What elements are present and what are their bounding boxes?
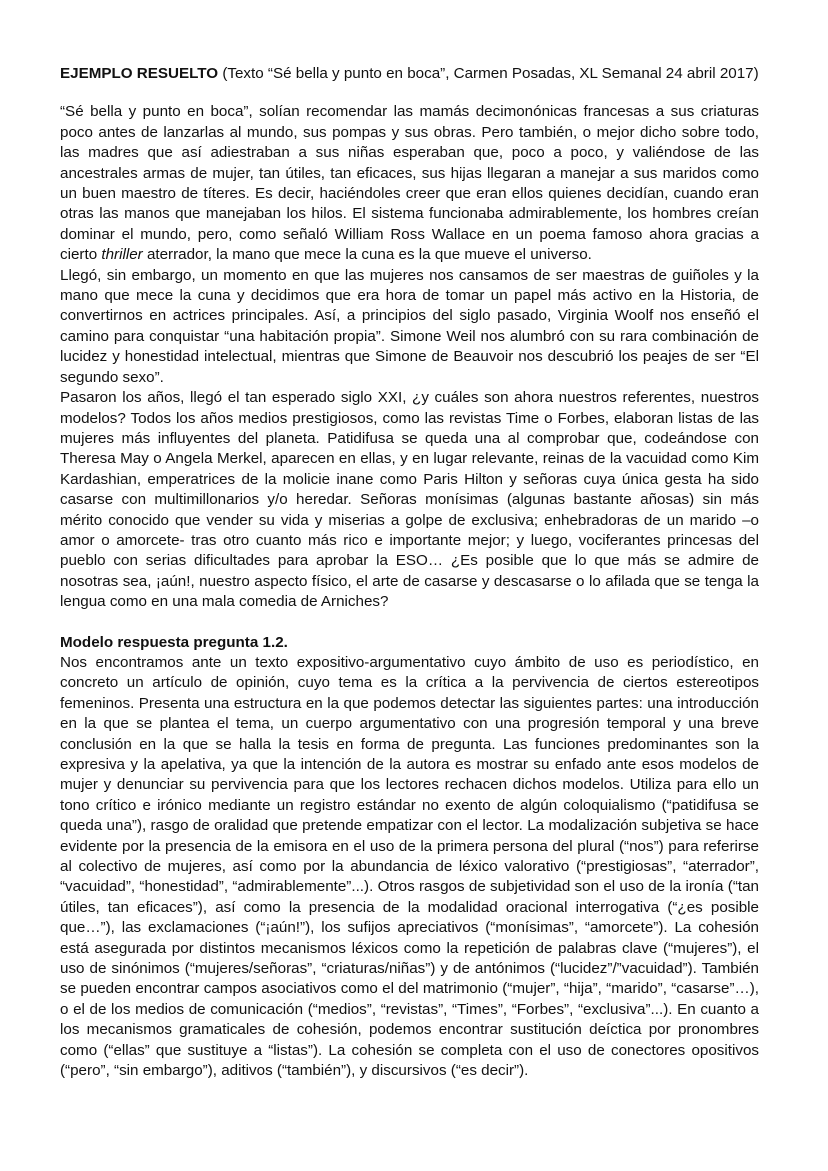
paragraph-text: aterrador, la mano que mece la cuna es la que mueve el universo. (142, 246, 592, 264)
document-heading (60, 64, 759, 84)
paragraph-text: “Sé bella y punto en boca”, solían recomendar las mamás decimonónicas francesas a sus criaturas poco antes de lanzarlas al mundo, sus pompas y sus obras. Pero también, o mejor dicho sobre todo, las madres que así adiestraban a sus niñas esperaban que, poco a poco, y valiéndose de las ancestrales armas de mujer, tan útiles, tan eficaces, sus hijas llegaran a manejar a sus maridos como un buen maestro de títeres. Es decir, haciéndoles creer que eran ellos quienes decidían, cuando eran otras las manos que manejaban los hilos. El sistema funcionaba admirablemente, los hombres creían dominar el mundo, pero, como señaló William Ross Wallace en un poema famoso ahora gracias a cierto (60, 103, 759, 264)
heading-source: (Texto “Sé bella y punto en boca”, Carmen Posadas, XL Semanal 24 abril 2017) (218, 65, 759, 82)
paragraph-text: Pasaron los años, llegó el tan esperado siglo XXI, ¿y cuáles son ahora nuestros referentes, nuestros modelos? Todos los años medios prestigiosos, como las revistas Time o Forbes, elaboran listas de las mujeres más influyentes del planeta. Patidifusa se queda una al comprobar que, codeándose con Theresa May o Angela Merkel, aparecen en ellas, y en lugar relevante, reinas de la vacuidad como Kim Kardashian, emperatrices de la molicie inane como Paris Hilton y señoras cuya única gesta ha sido casarse con multimillonarios y/o heredar. Señoras monísimas (algunas bastante añosas) sin más mérito conocido que vender su vida y miserias a golpe de exclusiva; enhebradoras de un marido –o amor o amorcete- tras otro cuanto más rico e importante mejor; y luego, vociferantes princesas del pueblo con serias dificultades para aprobar la ESO… ¿Es posible que lo que más se admire de nosotras sea, ¡aún!, nuestro aspecto físico, el arte de casarse y descasarse o lo afilada que se tenga la lengua como en una mala comedia de Arniches? (60, 389, 759, 611)
text-paragraph-2 (60, 266, 759, 388)
text-paragraph-1 (60, 102, 759, 265)
text-paragraph-3 (60, 388, 759, 612)
paragraph-italic: thriller (101, 246, 143, 264)
heading-label: EJEMPLO RESUELTO (60, 65, 219, 82)
model-answer-title: Modelo respuesta pregunta 1.2. (60, 633, 288, 651)
document-page (60, 64, 759, 1082)
model-answer-text: Nos encontramos ante un texto expositivo-argumentativo cuyo ámbito de uso es periodístico, en concreto un artículo de opinión, cuyo tema es la crítica a la pervivencia de ciertos estereotipos femeninos. Presenta una estructura en la que podemos detectar las siguientes partes: una introducción en la que se plantea el tema, un cuerpo argumentativo con una progresión temporal y una breve conclusión en la que se halla la tesis en forma de pregunta. Las funciones predominantes son la expresiva y la apelativa, ya que la intención de la autora es mostrar su enfado ante esos modelos de mujer y denunciar su pervivencia para que los lectores rechacen dichos modelos. Utiliza para ello un tono crítico e irónico mediante un registro estándar no exento de algún coloquialismo (“patidifusa se queda una”), rasgo de oralidad que pretende empatizar con el lector. La modalización subjetiva se hace evidente por la presencia de la emisora en el uso de la primera persona del plural (“nos”) para referirse al colectivo de mujeres, así como por la abundancia de léxico valorativo (“prestigiosas”, “aterrador”, “vacuidad”, “honestidad”, “admirablemente”...). Otros rasgos de subjetividad son el uso de la ironía (“tan útiles, tan eficaces”), así como la presencia de la modalidad oracional interrogativa (“¿es posible que…”), las exclamaciones (“¡aún!”), los sufijos apreciativos (“monísimas”, “amorcete”). La cohesión está asegurada por distintos mecanismos léxicos como la repetición de palabras clave (“mujeres”), el uso de sinónimos (“mujeres/señoras”, “criaturas/niñas”) y de antónimos (“lucidez”/”vacuidad”). También se pueden encontrar campos asociativos como el del matrimonio (“mujer”, “hija”, “marido”, “casarse”…), o el de los medios de comunicación (“medios”, “revistas”, “Times”, “Forbes”, “exclusiva”...). En cuanto a los mecanismos gramaticales de cohesión, podemos encontrar sustitución deíctica por pronombres como (“ellas” que sustituye a “listas”). La cohesión se completa con el uso de conectores opositivos (“pero”, “sin embargo”), aditivos (“también”), y discursivos (“es decir”). (60, 653, 759, 1080)
paragraph-text: Llegó, sin embargo, un momento en que las mujeres nos cansamos de ser maestras de guiñoles y la mano que mece la cuna y decidimos que era hora de tomar un papel más activo en la Historia, de convertirnos en actrices principales. Así, a principios del siglo pasado, Virginia Woolf nos enseñó el camino para conquistar “una habitación propia”. Simone Weil nos alumbró con su rara combinación de lucidez y honestidad intelectual, mientras que Simone de Beauvoir nos descubrió los peajes de ser “El segundo sexo”. (60, 266, 759, 386)
